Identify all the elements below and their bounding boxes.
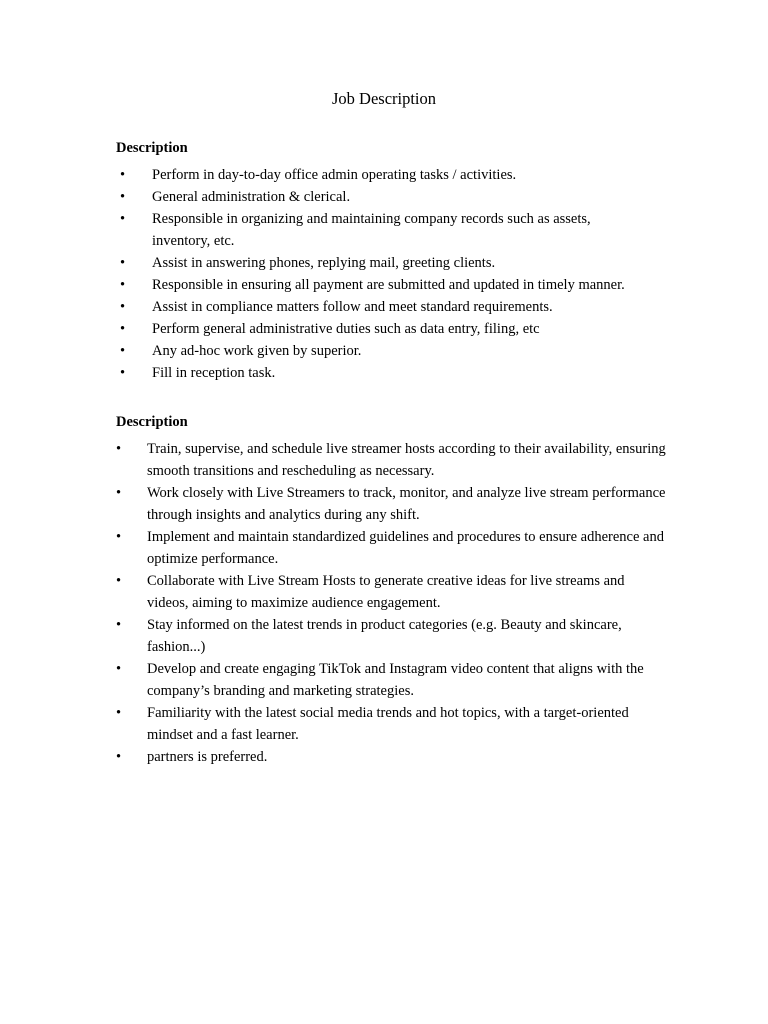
bullet-icon: • (120, 211, 126, 227)
list-item-text: Responsible in ensuring all payment are submitted and updated in timely manner. (152, 277, 625, 293)
bullet-icon: • (116, 485, 122, 501)
list-item-text: General administration & clerical. (152, 189, 351, 205)
list-item (116, 164, 636, 186)
document-title: Job Description (331, 89, 437, 108)
list-item (116, 438, 666, 482)
list-item-text: Work closely with Live Streamers to track, monitor, and analyze live stream performance through insights and analytics during any shift. (147, 485, 666, 523)
admin-duties-list (116, 164, 636, 384)
list-item-text: Implement and maintain standardized guidelines and procedures to ensure adherence and optimize performance. (147, 529, 664, 567)
list-item (116, 614, 666, 658)
list-item (116, 208, 636, 252)
bullet-icon: • (116, 441, 122, 457)
list-item-text: Perform in day-to-day office admin operating tasks / activities. (152, 167, 517, 183)
bullet-icon: • (116, 749, 122, 765)
list-item (116, 570, 666, 614)
bullet-icon: • (116, 705, 122, 721)
list-item (116, 482, 666, 526)
list-item (116, 658, 666, 702)
list-item-text: Assist in compliance matters follow and meet standard requirements. (152, 299, 553, 315)
bullet-icon: • (120, 277, 126, 293)
list-item (116, 296, 636, 318)
list-item (116, 318, 636, 340)
list-item-text: Responsible in organizing and maintaining company records such as assets, inventory, etc. (152, 211, 591, 249)
list-item-text: Any ad-hoc work given by superior. (152, 343, 362, 359)
list-item-text: Train, supervise, and schedule live streamer hosts according to their availability, ensuring smooth transitions and rescheduling as necessary. (147, 441, 666, 479)
list-item (116, 340, 636, 362)
bullet-icon: • (120, 167, 126, 183)
list-item (116, 702, 666, 746)
section-heading-admin: Description (116, 140, 188, 156)
list-item-text: Collaborate with Live Stream Hosts to generate creative ideas for live streams and videos, aiming to maximize audience engagement. (147, 573, 625, 611)
bullet-icon: • (120, 299, 126, 315)
section-heading-live-stream: Description (116, 414, 188, 430)
bullet-icon: • (116, 529, 122, 545)
bullet-icon: • (120, 255, 126, 271)
bullet-icon: • (120, 365, 126, 381)
bullet-icon: • (120, 189, 126, 205)
list-item-text: Perform general administrative duties such as data entry, filing, etc (152, 321, 540, 337)
list-item (116, 526, 666, 570)
bullet-icon: • (116, 617, 122, 633)
bullet-icon: • (116, 661, 122, 677)
list-item (116, 274, 636, 296)
list-item (116, 252, 636, 274)
list-item-text: Assist in answering phones, replying mail, greeting clients. (152, 255, 496, 271)
bullet-icon: • (120, 343, 126, 359)
list-item-text: Stay informed on the latest trends in product categories (e.g. Beauty and skincare, fashion...) (147, 617, 622, 655)
live-stream-duties-list (116, 438, 666, 768)
list-item-text: partners is preferred. (147, 749, 268, 765)
bullet-icon: • (116, 573, 122, 589)
list-item (116, 186, 636, 208)
list-item-text: Familiarity with the latest social media trends and hot topics, with a target-oriented mindset and a fast learner. (147, 705, 629, 743)
list-item (116, 746, 666, 768)
list-item (116, 362, 636, 384)
list-item-text: Fill in reception task. (152, 365, 276, 381)
list-item-text: Develop and create engaging TikTok and Instagram video content that aligns with the company’s branding and marketing strategies. (147, 661, 644, 699)
bullet-icon: • (120, 321, 126, 337)
